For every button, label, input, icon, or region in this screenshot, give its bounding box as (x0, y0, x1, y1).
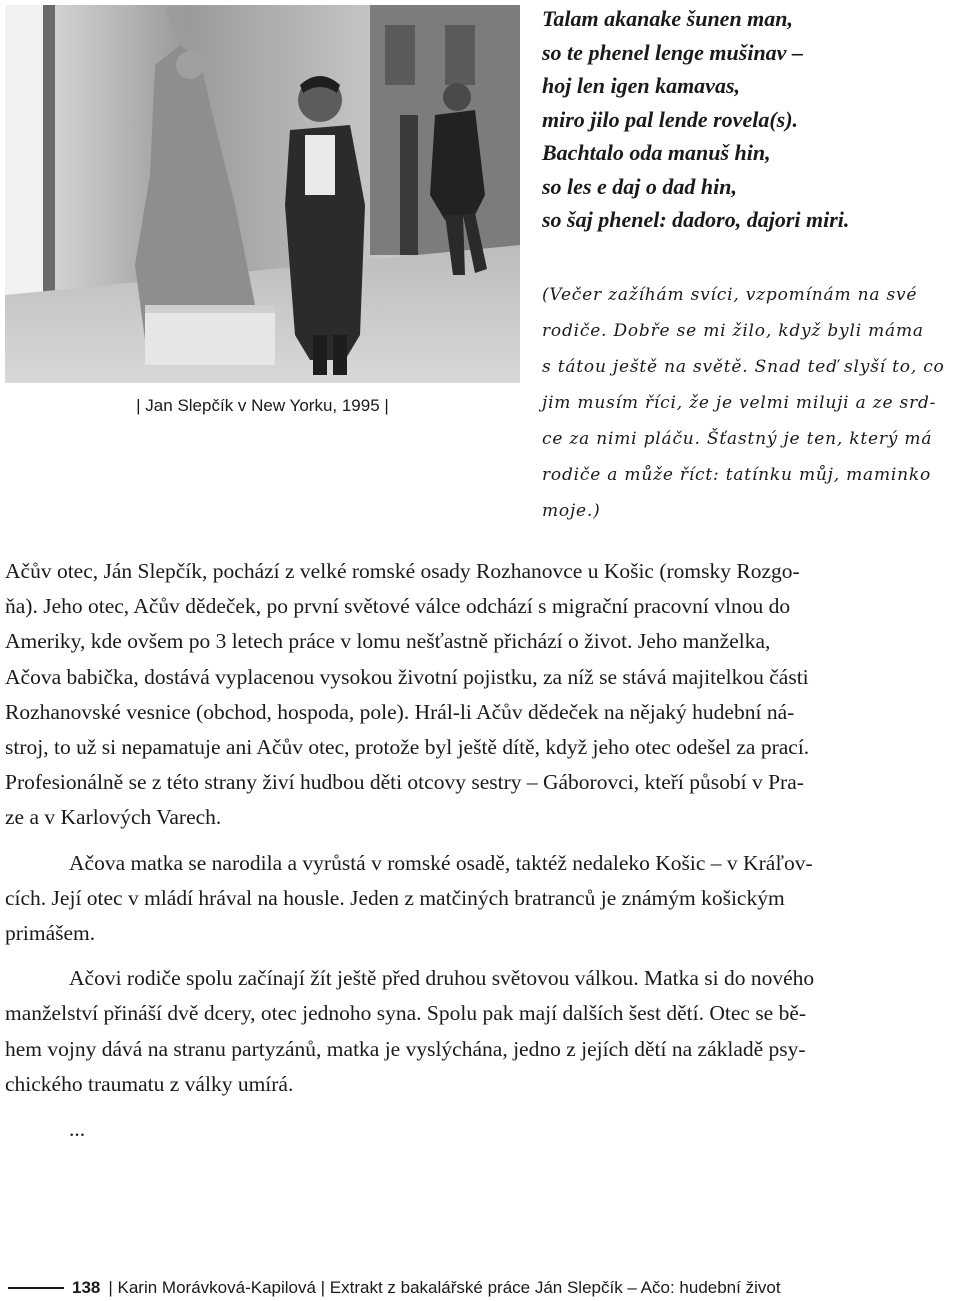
body-line: Ameriky, kde ovšem po 3 letech práce v lomu nešťastně přichází o život. Jeho manželka, (5, 629, 771, 654)
romani-poem (542, 2, 952, 237)
translation-line: s tátou ještě na světě. Snad teď slyší to, co (542, 357, 945, 377)
translation-line: jim musím říci, že je velmi miluji a ze srd- (542, 393, 937, 413)
body-line: Profesionálně se z této strany živí hudbou děti otcovy sestry – Gáborovci, kteří působí v Pra- (5, 770, 804, 795)
czech-translation (542, 277, 957, 529)
body-text (5, 554, 955, 1147)
body-line: hem vojny dává na stranu partyzánů, matka je vyslýchána, jedno z jejích dětí na základě psy- (5, 1036, 806, 1061)
translation-line: ce za nimi pláču. Šťastný je ten, který má (542, 429, 933, 449)
poem-line: so les e daj o dad hin, (542, 173, 737, 199)
body-line: stroj, to už si nepamatuje ani Ačův otec, protože byl ještě dítě, když jeho otec odešel za prací. (5, 735, 810, 760)
page-footer (8, 1275, 953, 1301)
footer-text: | Karin Morávková-Kapilová | Extrakt z bakalářské práce Ján Slepčík – Ačo: hudební život (108, 1278, 781, 1297)
body-line: Ačovi rodiče spolu začínají žít ještě před druhou světovou válkou. Matka si do nového (69, 966, 815, 991)
ellipsis: ... (69, 1117, 86, 1142)
paragraph-2 (5, 846, 955, 952)
translation-line: rodiče. Dobře se mi žilo, když byli máma (542, 321, 924, 341)
body-line: cích. Její otec v mládí hrával na housle. Jeden z matčiných bratranců je známým košickým (5, 885, 785, 910)
photo-jan-slepcik-new-york (5, 5, 520, 383)
body-line: Ačova babička, dostává vyplacenou vysokou životní pojistku, za níž se stává majitelkou části (5, 664, 809, 689)
poem-line: Bachtalo oda manuš hin, (542, 140, 771, 165)
translation-line: moje.) (542, 501, 601, 521)
poem-line: miro jilo pal lende rovela(s). (542, 106, 799, 132)
poem-line: hoj len igen kamavas, (542, 73, 741, 98)
body-line: Rozhanovské vesnice (obchod, hospoda, pole). Hrál-li Ačův dědeček na nějaký hudební ná- (5, 699, 795, 724)
paragraph-3 (5, 961, 955, 1102)
photo-image (5, 5, 520, 383)
paragraph-1 (5, 554, 955, 836)
body-line: Ačova matka se narodila a vyrůstá v romské osadě, taktéž nedaleko Košic – v Kráľov- (69, 850, 813, 875)
body-line: ňa). Jeho otec, Ačův dědeček, po první světové válce odchází s migrační pracovní vlnou do (5, 594, 791, 619)
body-line: primášem. (5, 921, 96, 946)
body-line: chického traumatu z války umírá. (5, 1071, 294, 1096)
translation-line: (Večer zažíhám svíci, vzpomínám na své (542, 285, 918, 305)
photo-caption: | Jan Slepčík v New Yorku, 1995 | (136, 396, 389, 415)
footer-rule (8, 1287, 64, 1289)
page-number: 138 (72, 1278, 101, 1297)
body-line: Ačův otec, Ján Slepčík, pochází z velké romské osady Rozhanovce u Košic (romsky Rozgo- (5, 559, 800, 583)
translation-line: rodiče a může říct: tatínku můj, maminko (542, 465, 932, 485)
body-line: manželství přináší dvě dcery, otec jednoho syna. Spolu pak mají dalších šest dětí. Otec se bě- (5, 1001, 807, 1026)
poem-line: so te phenel lenge mušinav – (542, 39, 803, 65)
poem-line: Talam akanake šunen man, (542, 6, 794, 31)
body-line: ze a v Karlových Varech. (5, 805, 222, 830)
poem-line: so šaj phenel: dadoro, dajori miri. (542, 207, 850, 232)
